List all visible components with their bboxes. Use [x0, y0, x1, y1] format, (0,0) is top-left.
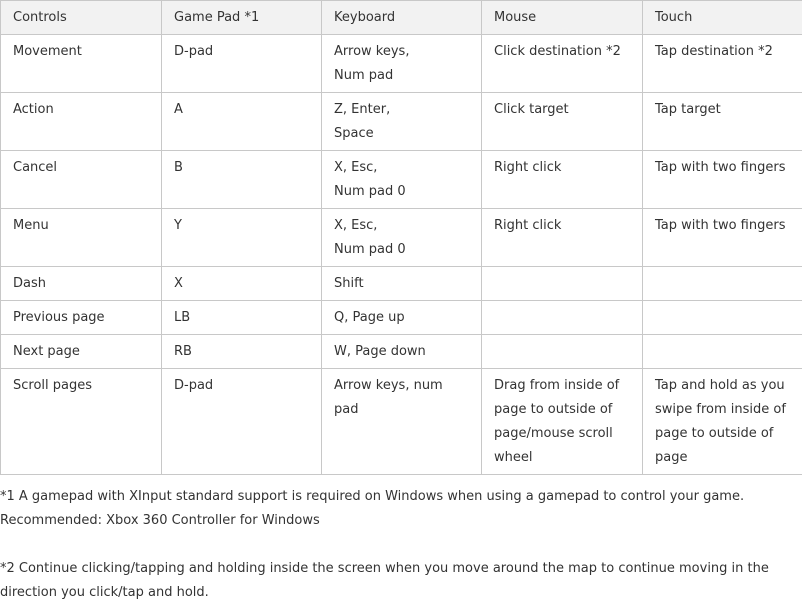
cell-touch: Tap target — [643, 93, 802, 151]
cell-control: Previous page — [1, 301, 162, 335]
cell-control: Dash — [1, 267, 162, 301]
footnote-2: *2 Continue clicking/tapping and holding inside the screen when you move around the map to continue moving in the direction you click/tap and hold. — [0, 561, 769, 600]
cell-gamepad: D-pad — [162, 369, 322, 475]
cell-keyboard: Arrow keys, Num pad — [322, 35, 482, 93]
cell-control: Action — [1, 93, 162, 151]
cell-keyboard: Shift — [322, 267, 482, 301]
cell-control: Next page — [1, 335, 162, 369]
cell-gamepad: Y — [162, 209, 322, 267]
cell-touch — [643, 267, 802, 301]
table-row — [1, 93, 802, 151]
header-keyboard: Keyboard — [322, 1, 482, 35]
cell-touch: Tap destination *2 — [643, 35, 802, 93]
cell-control: Cancel — [1, 151, 162, 209]
cell-keyboard: Q, Page up — [322, 301, 482, 335]
footnote-1: *1 A gamepad with XInput standard support is required on Windows when using a gamepad to control your game. — [0, 489, 745, 504]
cell-mouse: Right click — [482, 209, 643, 267]
spacer — [0, 533, 800, 557]
cell-mouse — [482, 267, 643, 301]
cell-gamepad: X — [162, 267, 322, 301]
cell-keyboard: X, Esc, Num pad 0 — [322, 151, 482, 209]
table-row — [1, 209, 802, 267]
table-row — [1, 151, 802, 209]
cell-gamepad: B — [162, 151, 322, 209]
cell-gamepad: A — [162, 93, 322, 151]
cell-touch: Tap with two fingers — [643, 151, 802, 209]
header-mouse: Mouse — [482, 1, 643, 35]
cell-keyboard: Z, Enter, Space — [322, 93, 482, 151]
cell-gamepad: D-pad — [162, 35, 322, 93]
cell-touch — [643, 335, 802, 369]
cell-mouse: Drag from inside of page to outside of page/mouse scroll wheel — [482, 369, 643, 475]
cell-mouse — [482, 301, 643, 335]
cell-keyboard: W, Page down — [322, 335, 482, 369]
cell-control: Scroll pages — [1, 369, 162, 475]
cell-touch — [643, 301, 802, 335]
cell-control: Menu — [1, 209, 162, 267]
cell-mouse: Click target — [482, 93, 643, 151]
cell-keyboard: X, Esc, Num pad 0 — [322, 209, 482, 267]
cell-gamepad: LB — [162, 301, 322, 335]
cell-mouse — [482, 335, 643, 369]
cell-control: Movement — [1, 35, 162, 93]
cell-mouse: Right click — [482, 151, 643, 209]
table-header-row — [1, 1, 802, 35]
cell-mouse: Click destination *2 — [482, 35, 643, 93]
cell-gamepad: RB — [162, 335, 322, 369]
table-row — [1, 35, 802, 93]
footnotes — [0, 485, 800, 605]
cell-touch: Tap and hold as you swipe from inside of page to outside of page — [643, 369, 802, 475]
footnote-1-recommendation: Recommended: Xbox 360 Controller for Windows — [0, 513, 320, 528]
table-row — [1, 301, 802, 335]
table-row — [1, 335, 802, 369]
header-controls: Controls — [1, 1, 162, 35]
cell-touch: Tap with two fingers — [643, 209, 802, 267]
cell-keyboard: Arrow keys, num pad — [322, 369, 482, 475]
table-row — [1, 369, 802, 475]
table-row — [1, 267, 802, 301]
header-game-pad: Game Pad *1 — [162, 1, 322, 35]
header-touch: Touch — [643, 1, 802, 35]
